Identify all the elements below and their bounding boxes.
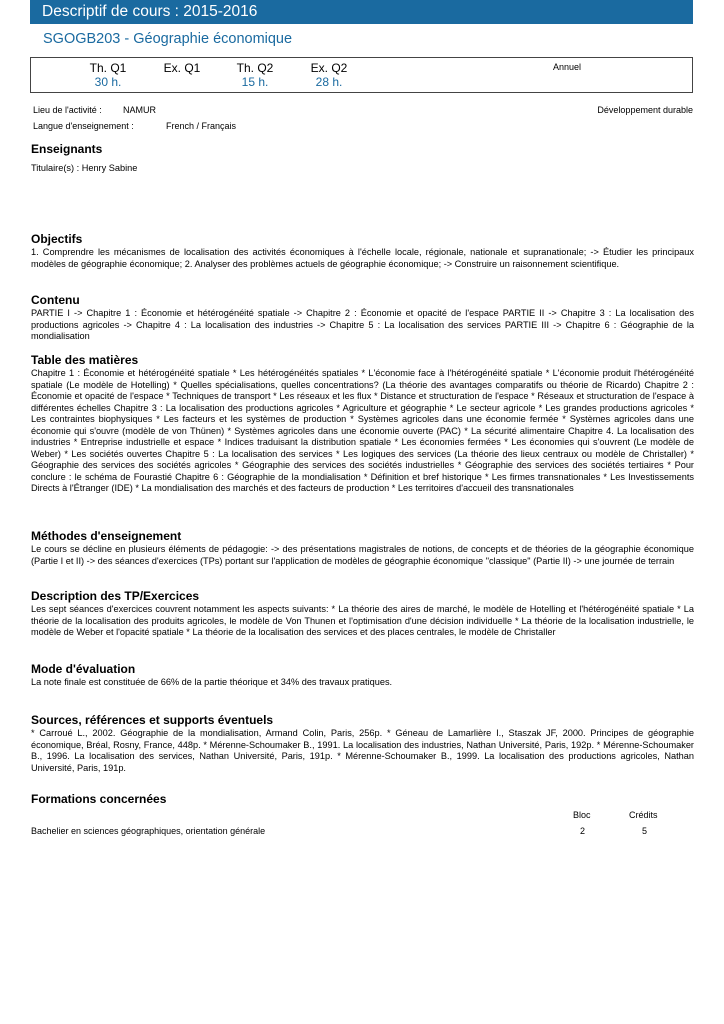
place-label: Lieu de l'activité :: [33, 105, 102, 115]
content-text: PARTIE I -> Chapitre 1 : Économie et hétérogénéité spatiale -> Chapitre 2 : Économie et opacité de l'espace PARTIE II -> Chapitre 3 : La localisation des productions agricoles -> Chapitre 4 : La localisation des industries -> Chapitre 5 : La localisation des services PARTIE III -> Chapitre 6 : Géographie de la mondialisation: [31, 308, 694, 341]
sources-heading: Sources, références et supports éventuels: [31, 713, 274, 727]
hours-th-q2: [225, 61, 285, 89]
evaluation-heading: Mode d'évaluation: [31, 662, 136, 676]
bloc-column-header: Bloc: [573, 810, 591, 820]
exercises-heading: Description des TP/Exercices: [31, 589, 200, 603]
methods-heading: Méthodes d'enseignement: [31, 529, 182, 543]
page-header-title: Descriptif de cours : 2015-2016: [42, 3, 258, 20]
hours-value: 15 h.: [241, 75, 269, 89]
sustainability-tag: Développement durable: [597, 105, 693, 115]
objectives-heading: Objectifs: [31, 232, 83, 246]
hours-value: 30 h.: [94, 75, 122, 89]
formations-heading: Formations concernées: [31, 792, 167, 806]
language-label: Langue d'enseignement :: [33, 121, 134, 131]
hours-box: [30, 57, 693, 93]
course-title: SGOGB203 - Géographie économique: [43, 31, 293, 47]
teachers-text: Titulaire(s) : Henry Sabine: [31, 163, 138, 173]
language-value: French / Français: [166, 121, 237, 131]
objectives-text: 1. Comprendre les mécanismes de localisation des activités économiques à l'échelle locale, régionale, nationale et supranationale; -> Étudier les principaux modèles de géographie économique; 2. Analyser des problèmes actuels de géographie économique; -> Construire un raisonnement scientifique.: [31, 247, 694, 269]
hours-value: 28 h.: [315, 75, 343, 89]
hours-th-q1: [78, 61, 138, 89]
evaluation-text: La note finale est constituée de 66% de la partie théorique et 34% des travaux pratiques.: [31, 677, 393, 687]
place-value: NAMUR: [123, 105, 156, 115]
header-bar: [30, 0, 693, 24]
exercises-text: Les sept séances d'exercices couvrent notamment les aspects suivants: * La théorie des aires de marché, le modèle de Hotelling et l'hétérogénéité spatiale * La théorie de la localisation des produits agricoles, le modèle de Von Thunen et l'optimisation d'une décision individuelle * La théorie de la localisation industrielle, le modèle de Weber et l'opacité spatiale * La théorie de la localisation des services et des places centrales, le modèle de Christaller: [31, 604, 694, 637]
hours-label: Ex. Q2: [310, 61, 348, 75]
content-heading: Contenu: [31, 293, 80, 307]
credits-column-header: Crédits: [629, 810, 658, 820]
toc-text: Chapitre 1 : Économie et hétérogénéité spatiale * Les hétérogénéités spatiales * L'économie face à l'hétérogénéité spatiale * L'économie produit l'hétérogénéité spatiale (Le modèle de Hotelling) * Quelles spécialisations, quelles concentrations? (La théorie des avantages comparatifs ou théorie de Ricardo) Chapitre 2 : Économie et opacité de l'espace * Techniques de transport * Les réseaux et les flux * Distance et structuration de l'espace * Réseaux et structuration de l'espace à différentes échelles Chapitre 3 : La localisation des productions agricoles * Agriculture et géographie * Le secteur agricole * Les grandes productions agricoles * Les contraintes biophysiques * Les facteurs et les systèmes de production * Systèmes agricoles dans une économie fermée * Systèmes agricoles dans une économie qui s'ouvre (modèle de von Thünen) * Systèmes agricoles dans une économie ouverte (PAC) * La sécurité alimentaire Chapitre 4. La localisation des industries * Entreprise industrielle et espace * Indices traduisant la distribution spatiale * Les économies fermées * Les économies qui s'ouvrent (Le modèle de Weber) * Les sociétés ouvertes Chapitre 5 : La localisation des services * Les logiques des services (La théorie des lieux centraux ou modèle de Christaller) * Géographie des services des sociétés agricoles * Géographie des services des sociétés industrielles * Géographie des services des sociétés tertiaires * Pour conclure : le schéma de Fourastié Chapitre 6 : Géographie de la mondialisation * Définition et bref historique * Les firmes transnationales * Les Investissements Directs à l'Étranger (IDE) * La mondialisation des marchés et des facteurs de production * Les territoires d'accueil des transnationales: [31, 368, 694, 493]
hours-ex-q2: [299, 61, 359, 89]
hours-label: Ex. Q1: [163, 61, 201, 75]
toc-heading: Table des matières: [31, 353, 139, 367]
formation-bloc: 2: [580, 826, 586, 836]
sources-text: * Carroué L., 2002. Géographie de la mondialisation, Armand Colin, Paris, 256p. * Géneau de Lamarlière I., Staszak JF, 2000. Principes de géographie économique, Bréal, Rosny, France, 448p. * Mérenne-Schoumaker B., 1991. La localisation des industries, Nathan Université, Paris, 192p. * Mérenne-Schoumaker B., 1996. La localisation des services, Nathan Université, Paris, 191p. * Mérenne-Schoumaker B., 1999. La localisation des productions agricoles, Nathan Université, Paris, 191p.: [31, 728, 694, 773]
hours-label: Th. Q1: [89, 61, 127, 75]
teachers-heading: Enseignants: [31, 142, 103, 156]
formation-name: Bachelier en sciences géographiques, orientation générale: [31, 826, 266, 836]
formation-credits: 5: [642, 826, 648, 836]
hours-ex-q1: [152, 61, 212, 75]
methods-text: Le cours se décline en plusieurs éléments de pédagogie: -> des présentations magistrales de notions, de concepts et de théories de la géographie économique (Partie I et II) -> des séances d'exercices (TPs) portant sur l'application de modèles de géographie économique "classique" (Partie II) -> une journée de terrain: [31, 544, 694, 566]
period-label: Annuel: [553, 62, 582, 72]
hours-label: Th. Q2: [236, 61, 274, 75]
